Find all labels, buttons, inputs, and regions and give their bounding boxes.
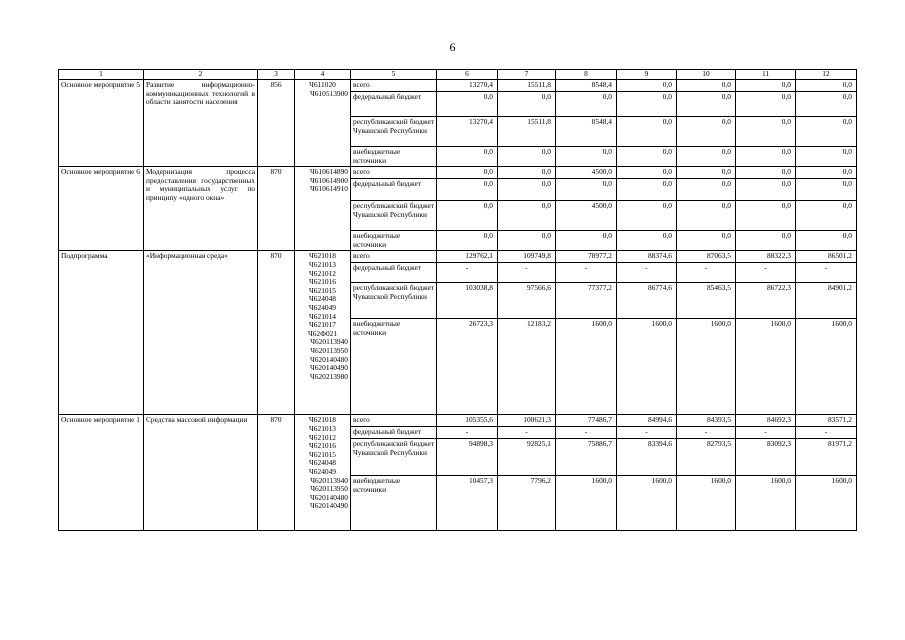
budget-code: Ч610614890 [309, 167, 348, 177]
column-number-cell: 1 [59, 70, 144, 80]
budget-code: Ч620140490 [309, 501, 348, 511]
value-cell: 88322,3 [736, 251, 796, 263]
value-cell: 0,0 [437, 147, 498, 167]
value-cell: 81971,2 [796, 439, 857, 476]
funding-source-cell: федеральный бюджет [351, 92, 437, 117]
value-cell: 100621,3 [498, 415, 556, 427]
funding-source-cell: всего [351, 167, 437, 179]
value-cell: 13270,4 [437, 117, 498, 147]
value-cell: 77377,2 [556, 283, 617, 319]
budget-code: Ч620140480 [309, 354, 348, 364]
value-cell: 0,0 [796, 201, 857, 231]
funding-source-cell: республиканский бюджет Чувашской Республики [351, 283, 437, 319]
value-cell: 88374,6 [617, 251, 677, 263]
value-cell: 0,0 [736, 179, 796, 201]
value-cell: - [437, 427, 498, 439]
value-cell: 0,0 [617, 80, 677, 92]
column-number-cell: 8 [556, 70, 617, 80]
value-cell: 0,0 [736, 80, 796, 92]
value-cell: 78977,2 [556, 251, 617, 263]
responsible-code-cell: 870 [258, 415, 295, 531]
budget-code: Ч610614910 [309, 184, 348, 194]
responsible-code-cell: 870 [258, 251, 295, 415]
value-cell: - [736, 263, 796, 283]
funding-source-cell: всего [351, 251, 437, 263]
value-cell: 84393,5 [677, 415, 736, 427]
column-number-cell: 2 [144, 70, 258, 80]
value-cell: 77486,7 [556, 415, 617, 427]
value-cell: 0,0 [796, 92, 857, 117]
funding-source-cell: внебюджетные источники [351, 319, 437, 415]
budget-code: Ч621012 [309, 268, 336, 278]
value-cell: 1600,0 [736, 476, 796, 531]
value-cell: 1600,0 [556, 476, 617, 531]
column-number-cell: 7 [498, 70, 556, 80]
value-cell: - [498, 427, 556, 439]
activity-description-cell: Модернизация процесса предоставления государственных и муниципальных услуг по принципу «одного окна» [144, 167, 258, 251]
budget-code: Ч624048 [309, 294, 336, 304]
value-cell: 0,0 [498, 179, 556, 201]
value-cell: 0,0 [796, 167, 857, 179]
value-cell: 86722,3 [736, 283, 796, 319]
budget-codes-cell [295, 251, 351, 415]
table-row [59, 167, 857, 179]
column-number-cell: 10 [677, 70, 736, 80]
value-cell: 83092,3 [736, 439, 796, 476]
activity-name-cell: Основное мероприятие 1 [59, 415, 144, 531]
value-cell: 86774,6 [617, 283, 677, 319]
value-cell: 0,0 [677, 80, 736, 92]
value-cell: 85463,5 [677, 283, 736, 319]
value-cell: 84994,6 [617, 415, 677, 427]
funding-source-cell: внебюджетные источники [351, 476, 437, 531]
page-number: 6 [449, 40, 456, 54]
table-body [59, 70, 857, 531]
value-cell: 0,0 [617, 92, 677, 117]
budget-code: Ч610513900 [309, 88, 348, 98]
table-row [59, 80, 857, 92]
value-cell: 82793,5 [677, 439, 736, 476]
value-cell: 0,0 [796, 179, 857, 201]
column-number-cell: 3 [258, 70, 295, 80]
activity-name-cell: Подпрограмма [59, 251, 144, 415]
value-cell: 0,0 [617, 167, 677, 179]
budget-code: Ч621015 [309, 285, 336, 295]
value-cell: 0,0 [498, 167, 556, 179]
activity-name-cell: Основное мероприятие 5 [59, 80, 144, 167]
value-cell: 0,0 [498, 92, 556, 117]
value-cell: - [617, 263, 677, 283]
value-cell: 83394,6 [617, 439, 677, 476]
budget-code: Ч624049 [309, 466, 336, 476]
budget-codes-cell [295, 80, 351, 167]
budget-code: Ч620113940 [310, 337, 348, 347]
value-cell: 84901,2 [796, 283, 857, 319]
activity-description-cell: «Информационная среда» [144, 251, 258, 415]
value-cell: 4500,0 [556, 167, 617, 179]
budget-code: Ч621014 [309, 311, 336, 321]
value-cell: - [437, 263, 498, 283]
value-cell: 13270,4 [437, 80, 498, 92]
value-cell: 8548,4 [556, 80, 617, 92]
budget-code: Ч621013 [309, 259, 336, 269]
funding-source-cell: внебюджетные источники [351, 231, 437, 251]
value-cell: 7796,2 [498, 476, 556, 531]
value-cell: 75886,7 [556, 439, 617, 476]
funding-source-cell: федеральный бюджет [351, 427, 437, 439]
budget-code: Ч620213980 [309, 371, 348, 381]
value-cell: 0,0 [677, 167, 736, 179]
column-number-cell: 9 [617, 70, 677, 80]
budget-codes-cell [295, 167, 351, 251]
funding-source-cell: республиканский бюджет Чувашской Республики [351, 201, 437, 231]
value-cell: 0,0 [437, 201, 498, 231]
value-cell: 103038,8 [437, 283, 498, 319]
funding-source-cell: всего [351, 80, 437, 92]
value-cell: 129762,1 [437, 251, 498, 263]
budget-code: Ч621018 [309, 415, 336, 425]
value-cell: 0,0 [556, 147, 617, 167]
value-cell: 0,0 [617, 201, 677, 231]
budget-code: Ч621016 [309, 441, 336, 451]
funding-source-cell: федеральный бюджет [351, 263, 437, 283]
budget-code: Ч621013 [309, 423, 336, 433]
value-cell: 1600,0 [677, 319, 736, 415]
budget-code: Ч624049 [309, 302, 336, 312]
value-cell: 83571,2 [796, 415, 857, 427]
table-row [59, 415, 857, 427]
value-cell: 12183,2 [498, 319, 556, 415]
column-number-cell: 5 [351, 70, 437, 80]
value-cell: 0,0 [736, 117, 796, 147]
value-cell: - [796, 263, 857, 283]
value-cell: 0,0 [677, 147, 736, 167]
funding-source-cell: республиканский бюджет Чувашской Республики [351, 439, 437, 476]
value-cell: 15511,8 [498, 117, 556, 147]
funding-source-cell: федеральный бюджет [351, 179, 437, 201]
value-cell: 0,0 [617, 147, 677, 167]
budget-code: Ч621015 [309, 449, 336, 459]
value-cell: 92825,1 [498, 439, 556, 476]
value-cell: 0,0 [617, 231, 677, 251]
value-cell: 0,0 [736, 231, 796, 251]
value-cell: - [556, 263, 617, 283]
value-cell: 1600,0 [736, 319, 796, 415]
budget-code: Ч621018 [309, 251, 336, 261]
budget-code: Ч620140490 [309, 363, 348, 373]
responsible-code-cell: 870 [258, 167, 295, 251]
value-cell: 0,0 [437, 167, 498, 179]
value-cell: 1600,0 [796, 476, 857, 531]
value-cell: 0,0 [736, 92, 796, 117]
value-cell: 0,0 [677, 201, 736, 231]
budget-code: Ч620113940 [310, 475, 348, 485]
budget-code: Ч621017 [309, 320, 336, 330]
value-cell: 0,0 [677, 117, 736, 147]
column-number-cell: 6 [437, 70, 498, 80]
value-cell: - [796, 427, 857, 439]
budget-code: Ч621016 [309, 277, 336, 287]
value-cell: 0,0 [796, 147, 857, 167]
column-number-cell: 4 [295, 70, 351, 80]
funding-source-cell: республиканский бюджет Чувашской Республики [351, 117, 437, 147]
value-cell: 0,0 [677, 231, 736, 251]
budget-code: Ч611020 [309, 80, 336, 89]
value-cell: 4500,0 [556, 201, 617, 231]
funding-source-cell: всего [351, 415, 437, 427]
value-cell: - [556, 427, 617, 439]
value-cell: - [617, 427, 677, 439]
value-cell: 0,0 [437, 231, 498, 251]
value-cell: 1600,0 [617, 319, 677, 415]
value-cell: 97566,6 [498, 283, 556, 319]
value-cell: 0,0 [556, 179, 617, 201]
value-cell: - [498, 263, 556, 283]
table-row [59, 251, 857, 263]
value-cell: 0,0 [677, 179, 736, 201]
value-cell: 15511,8 [498, 80, 556, 92]
budget-codes-cell [295, 415, 351, 531]
value-cell: 10457,3 [437, 476, 498, 531]
value-cell: 94898,3 [437, 439, 498, 476]
value-cell: 105355,6 [437, 415, 498, 427]
value-cell: 87063,5 [677, 251, 736, 263]
value-cell: 0,0 [556, 92, 617, 117]
activity-description-cell: Средства массовой информации [144, 415, 258, 531]
value-cell: - [677, 263, 736, 283]
value-cell: 26723,3 [437, 319, 498, 415]
value-cell: 109749,8 [498, 251, 556, 263]
value-cell: 0,0 [796, 117, 857, 147]
value-cell: - [736, 427, 796, 439]
column-number-cell: 11 [736, 70, 796, 80]
value-cell: 0,0 [617, 179, 677, 201]
budget-table [58, 69, 857, 531]
column-number-row [59, 70, 857, 80]
column-number-cell: 12 [796, 70, 857, 80]
value-cell: 86501,2 [796, 251, 857, 263]
funding-source-cell: внебюджетные источники [351, 147, 437, 167]
budget-code: Ч620140480 [309, 492, 348, 502]
budget-code: Ч610614900 [309, 175, 348, 185]
value-cell: 0,0 [498, 201, 556, 231]
budget-code: Ч620113950 [310, 345, 348, 355]
activity-description-cell: Развитие информационно-коммуникационных технологий в области занятости населения [144, 80, 258, 167]
value-cell: 0,0 [617, 117, 677, 147]
budget-code: Ч62Ф021 [307, 328, 338, 338]
budget-code: Ч624048 [309, 458, 336, 468]
value-cell: 0,0 [498, 147, 556, 167]
value-cell: 0,0 [556, 231, 617, 251]
value-cell: 1600,0 [556, 319, 617, 415]
responsible-code-cell: 856 [258, 80, 295, 167]
activity-name-cell: Основное мероприятие 6 [59, 167, 144, 251]
value-cell: 84692,3 [736, 415, 796, 427]
budget-code: Ч620113950 [310, 484, 348, 494]
value-cell: 1600,0 [796, 319, 857, 415]
value-cell: 0,0 [437, 179, 498, 201]
value-cell: 0,0 [437, 92, 498, 117]
value-cell: - [677, 427, 736, 439]
value-cell: 0,0 [677, 92, 736, 117]
value-cell: 1600,0 [617, 476, 677, 531]
value-cell: 0,0 [796, 231, 857, 251]
value-cell: 0,0 [736, 147, 796, 167]
value-cell: 8548,4 [556, 117, 617, 147]
value-cell: 1600,0 [677, 476, 736, 531]
value-cell: 0,0 [736, 201, 796, 231]
budget-code: Ч621012 [309, 432, 336, 442]
value-cell: 0,0 [796, 80, 857, 92]
value-cell: 0,0 [736, 167, 796, 179]
value-cell: 0,0 [498, 231, 556, 251]
